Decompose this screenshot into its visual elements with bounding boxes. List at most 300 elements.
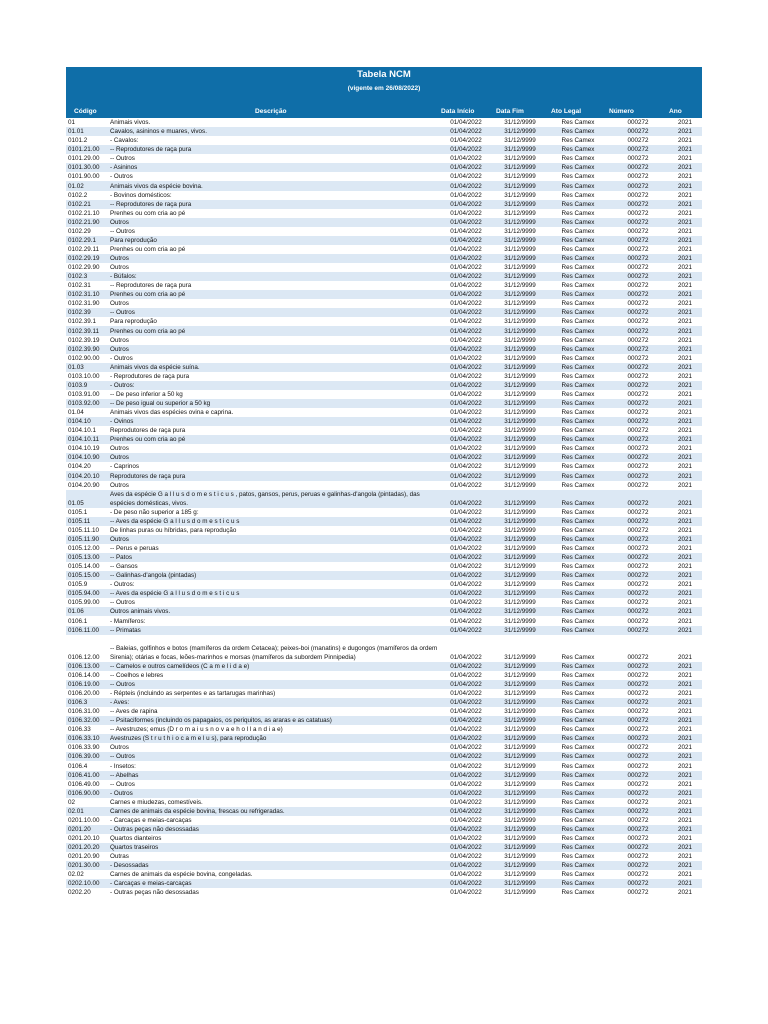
description-cell: - Mamíferos: bbox=[110, 617, 146, 625]
description-cell: - De peso não superior a 185 g: bbox=[110, 508, 199, 516]
description-cell: - Reprodutores de raça pura bbox=[110, 372, 190, 380]
start-date-cell: 01/04/2022 bbox=[450, 409, 482, 417]
number-cell: 000272 bbox=[627, 173, 649, 181]
table-row bbox=[66, 236, 702, 245]
number-cell: 000272 bbox=[608, 363, 668, 372]
number-cell: 000272 bbox=[608, 752, 668, 761]
end-date-cell: 31/12/9999 bbox=[504, 445, 536, 453]
year-cell: 2021 bbox=[677, 508, 692, 516]
number-cell: 000272 bbox=[608, 145, 668, 154]
ncm-code-cell: 0106.39.00 bbox=[66, 752, 108, 761]
description-cell: Outros bbox=[110, 744, 129, 752]
ncm-code-cell: 0105.11 bbox=[66, 517, 108, 526]
end-date-cell: 31/12/9999 bbox=[492, 145, 548, 154]
description-cell: Prenhes ou com cria ao pé bbox=[110, 209, 186, 217]
description-cell: Quartos traseiros bbox=[108, 843, 440, 852]
end-date-cell: 31/12/9999 bbox=[492, 236, 548, 245]
end-date-cell: 31/12/9999 bbox=[492, 381, 548, 390]
legal-act-cell: Res Camex bbox=[561, 708, 595, 716]
end-date-cell: 31/12/9999 bbox=[492, 218, 548, 227]
year-cell: 2021 bbox=[668, 861, 702, 870]
number-cell: 000272 bbox=[608, 843, 668, 852]
end-date-cell: 31/12/9999 bbox=[504, 336, 536, 344]
number-cell: 000272 bbox=[627, 526, 649, 534]
end-date-cell: 31/12/9999 bbox=[504, 708, 536, 716]
ncm-code-cell: 0102.29.19 bbox=[66, 254, 108, 263]
description-cell: Carnes e miudezas, comestíveis. bbox=[110, 798, 203, 806]
year-cell: 2021 bbox=[677, 264, 692, 272]
table-row bbox=[66, 363, 702, 372]
legal-act-cell: Res Camex bbox=[548, 879, 608, 888]
start-date-cell: 01/04/2022 bbox=[440, 163, 492, 172]
number-cell: 000272 bbox=[627, 336, 649, 344]
number-cell: 000272 bbox=[627, 390, 649, 398]
start-date-cell: 01/04/2022 bbox=[450, 318, 482, 326]
ncm-code-cell: 0102.3 bbox=[66, 272, 108, 281]
end-date-cell: 31/12/9999 bbox=[492, 553, 548, 562]
start-date-cell: 01/04/2022 bbox=[450, 526, 482, 534]
legal-act-cell: Res Camex bbox=[548, 698, 608, 707]
ncm-code-cell: 0105.99.00 bbox=[68, 599, 100, 607]
end-date-cell: 31/12/9999 bbox=[504, 617, 536, 625]
end-date-cell: 31/12/9999 bbox=[504, 545, 536, 552]
start-date-cell: 01/04/2022 bbox=[440, 535, 492, 544]
legal-act-cell: Res Camex bbox=[548, 145, 608, 154]
number-cell: 000272 bbox=[627, 463, 649, 471]
number-cell: 000272 bbox=[608, 589, 668, 598]
table-row bbox=[66, 798, 702, 807]
end-date-cell: 31/12/9999 bbox=[504, 653, 536, 661]
table-row bbox=[66, 816, 702, 825]
number-cell: 000272 bbox=[627, 853, 649, 861]
description-cell: -- Perus e peruas bbox=[110, 545, 159, 552]
table-row bbox=[66, 490, 702, 508]
table-row bbox=[66, 517, 702, 526]
year-cell: 2021 bbox=[668, 417, 702, 426]
start-date-cell: 01/04/2022 bbox=[440, 716, 492, 725]
ncm-code-cell: 0101.2 bbox=[68, 137, 88, 145]
ncm-code-cell: 0102.39.90 bbox=[66, 345, 108, 354]
legal-act-cell: Res Camex bbox=[561, 853, 595, 861]
number-cell: 000272 bbox=[608, 607, 668, 616]
number-cell: 000272 bbox=[627, 671, 649, 679]
start-date-cell: 01/04/2022 bbox=[440, 417, 492, 426]
start-date-cell: 01/04/2022 bbox=[450, 798, 482, 806]
start-date-cell: 01/04/2022 bbox=[440, 571, 492, 580]
end-date-cell: 31/12/9999 bbox=[504, 119, 536, 127]
ncm-code-cell: 0101.90.00 bbox=[68, 173, 100, 181]
end-date-cell: 31/12/9999 bbox=[504, 481, 536, 489]
table-row bbox=[66, 381, 702, 390]
end-date-cell: 31/12/9999 bbox=[504, 798, 536, 806]
description-cell: Prenhes ou com cria ao pé bbox=[108, 435, 440, 444]
legal-act-cell: Res Camex bbox=[548, 363, 608, 372]
number-cell: 000272 bbox=[627, 409, 649, 417]
ncm-code-cell: 0102.39.19 bbox=[68, 336, 100, 344]
number-cell: 000272 bbox=[608, 879, 668, 888]
start-date-cell: 01/04/2022 bbox=[450, 119, 482, 127]
legal-act-cell: Res Camex bbox=[548, 272, 608, 281]
table-row bbox=[66, 598, 702, 607]
number-cell: 000272 bbox=[627, 581, 649, 589]
year-cell: 2021 bbox=[677, 155, 692, 163]
number-cell: 000272 bbox=[627, 545, 649, 552]
table-row bbox=[66, 481, 702, 490]
table-row bbox=[66, 716, 702, 725]
ncm-code-cell: 0201.10.00 bbox=[68, 816, 100, 824]
description-cell: -- De peso inferior a 50 kg bbox=[110, 390, 183, 398]
year-cell: 2021 bbox=[677, 853, 692, 861]
end-date-cell: 31/12/9999 bbox=[504, 318, 536, 326]
year-cell: 2021 bbox=[677, 798, 692, 806]
description-cell: -- Outros bbox=[110, 599, 135, 607]
description-cell: -- Outros bbox=[110, 155, 135, 163]
end-date-cell: 31/12/9999 bbox=[504, 282, 536, 290]
table-row bbox=[66, 698, 702, 707]
description-cell: Animais vivos das espécies ovina e caprina. bbox=[110, 409, 234, 417]
legal-act-cell: Res Camex bbox=[548, 535, 608, 544]
table-row bbox=[66, 462, 702, 471]
table-row bbox=[66, 861, 702, 870]
number-cell: 000272 bbox=[608, 417, 668, 426]
description-cell: -- Aves de rapina bbox=[110, 708, 158, 716]
legal-act-cell: Res Camex bbox=[548, 490, 608, 508]
description-cell: -- Abelhas bbox=[108, 771, 440, 780]
legal-act-cell: Res Camex bbox=[548, 254, 608, 263]
legal-act-cell: Res Camex bbox=[548, 200, 608, 209]
number-cell: 000272 bbox=[627, 264, 649, 272]
table-row bbox=[66, 580, 702, 589]
ncm-code-cell: 0105.14.00 bbox=[68, 563, 100, 571]
start-date-cell: 01/04/2022 bbox=[450, 871, 482, 879]
table-row bbox=[66, 444, 702, 453]
ncm-code-cell: 0104.10.90 bbox=[66, 453, 108, 462]
number-cell: 000272 bbox=[608, 326, 668, 335]
year-cell: 2021 bbox=[677, 336, 692, 344]
ncm-code-cell: 0103.91.00 bbox=[68, 390, 100, 398]
number-cell: 000272 bbox=[608, 771, 668, 780]
ncm-code-cell: 01.04 bbox=[68, 409, 84, 417]
year-cell: 2021 bbox=[677, 119, 692, 127]
year-cell: 2021 bbox=[677, 409, 692, 417]
ncm-code-cell: 0106.33.90 bbox=[68, 744, 100, 752]
end-date-cell: 31/12/9999 bbox=[492, 163, 548, 172]
description-cell: - Desossadas bbox=[108, 861, 440, 870]
number-cell: 000272 bbox=[608, 399, 668, 408]
table-row bbox=[66, 553, 702, 562]
end-date-cell: 31/12/9999 bbox=[504, 390, 536, 398]
table-row bbox=[66, 227, 702, 236]
table-row bbox=[66, 453, 702, 462]
year-cell: 2021 bbox=[677, 445, 692, 453]
year-cell: 2021 bbox=[677, 390, 692, 398]
end-date-cell: 31/12/9999 bbox=[504, 173, 536, 181]
year-cell: 2021 bbox=[677, 889, 692, 897]
legal-act-cell: Res Camex bbox=[561, 245, 595, 253]
number-cell: 000272 bbox=[627, 227, 649, 235]
start-date-cell: 01/04/2022 bbox=[450, 853, 482, 861]
end-date-cell: 31/12/9999 bbox=[504, 526, 536, 534]
end-date-cell: 31/12/9999 bbox=[492, 825, 548, 834]
start-date-cell: 01/04/2022 bbox=[450, 599, 482, 607]
table-row bbox=[66, 209, 702, 218]
start-date-cell: 01/04/2022 bbox=[450, 481, 482, 489]
ncm-code-cell: 0102.21.10 bbox=[68, 209, 100, 217]
table-row bbox=[66, 571, 702, 580]
start-date-cell: 01/04/2022 bbox=[450, 354, 482, 362]
description-cell: -- Primatas bbox=[108, 626, 440, 635]
number-cell: 000272 bbox=[608, 381, 668, 390]
table-row bbox=[66, 544, 702, 553]
table-row bbox=[66, 145, 702, 154]
legal-act-cell: Res Camex bbox=[548, 789, 608, 798]
ncm-code-cell: 0102.31.10 bbox=[66, 290, 108, 299]
legal-act-cell: Res Camex bbox=[548, 807, 608, 816]
start-date-cell: 01/04/2022 bbox=[440, 843, 492, 852]
ncm-code-cell: 0105.11.10 bbox=[68, 526, 100, 534]
legal-act-cell: Res Camex bbox=[548, 181, 608, 190]
year-cell: 2021 bbox=[677, 599, 692, 607]
description-cell: - Outras peças não desossadas bbox=[108, 825, 440, 834]
number-cell: 000272 bbox=[627, 653, 649, 661]
description-cell: - Outros bbox=[110, 354, 133, 362]
description-cell: Outros bbox=[108, 254, 440, 263]
legal-act-cell: Res Camex bbox=[548, 607, 608, 616]
start-date-cell: 01/04/2022 bbox=[450, 889, 482, 897]
column-header-codigo: Código bbox=[74, 108, 97, 115]
start-date-cell: 01/04/2022 bbox=[440, 517, 492, 526]
ncm-code-cell: 0101.30.00 bbox=[66, 163, 108, 172]
end-date-cell: 31/12/9999 bbox=[504, 744, 536, 752]
description-cell: Quartos dianteiros bbox=[110, 835, 162, 843]
ncm-code-cell: 01.06 bbox=[66, 607, 108, 616]
year-cell: 2021 bbox=[668, 807, 702, 816]
year-cell: 2021 bbox=[668, 752, 702, 761]
ncm-sheet bbox=[66, 67, 702, 897]
start-date-cell: 01/04/2022 bbox=[440, 680, 492, 689]
ncm-code-cell: 0102.29 bbox=[68, 227, 91, 235]
number-cell: 000272 bbox=[627, 690, 649, 698]
legal-act-cell: Res Camex bbox=[548, 453, 608, 462]
end-date-cell: 31/12/9999 bbox=[492, 589, 548, 598]
legal-act-cell: Res Camex bbox=[561, 209, 595, 217]
number-cell: 000272 bbox=[627, 427, 649, 435]
ncm-code-cell: 0105.15.00 bbox=[66, 571, 108, 580]
start-date-cell: 01/04/2022 bbox=[450, 563, 482, 571]
legal-act-cell: Res Camex bbox=[561, 599, 595, 607]
ncm-code-cell: 0106.49.00 bbox=[68, 780, 100, 788]
legal-act-cell: Res Camex bbox=[561, 563, 595, 571]
table-row bbox=[66, 154, 702, 163]
number-cell: 000272 bbox=[627, 835, 649, 843]
ncm-code-cell: 02.02 bbox=[68, 871, 84, 879]
number-cell: 000272 bbox=[608, 490, 668, 508]
end-date-cell: 31/12/9999 bbox=[492, 807, 548, 816]
end-date-cell: 31/12/9999 bbox=[492, 662, 548, 671]
start-date-cell: 01/04/2022 bbox=[450, 508, 482, 516]
number-cell: 000272 bbox=[608, 734, 668, 743]
description-cell: Outras bbox=[110, 853, 129, 861]
start-date-cell: 01/04/2022 bbox=[450, 581, 482, 589]
end-date-cell: 31/12/9999 bbox=[492, 345, 548, 354]
ncm-code-cell: 0102.29.1 bbox=[66, 236, 108, 245]
start-date-cell: 01/04/2022 bbox=[440, 272, 492, 281]
description-cell: Carnes de animais da espécie bovina, frescas ou refrigeradas. bbox=[108, 807, 440, 816]
table-row bbox=[66, 471, 702, 480]
start-date-cell: 01/04/2022 bbox=[450, 762, 482, 770]
year-cell: 2021 bbox=[668, 254, 702, 263]
start-date-cell: 01/04/2022 bbox=[450, 653, 482, 661]
number-cell: 000272 bbox=[627, 282, 649, 290]
ncm-table-body bbox=[66, 118, 702, 897]
end-date-cell: 31/12/9999 bbox=[492, 254, 548, 263]
column-header-row bbox=[66, 107, 702, 116]
description-cell: -- Coelhos e lebres bbox=[110, 671, 164, 679]
legal-act-cell: Res Camex bbox=[548, 589, 608, 598]
end-date-cell: 31/12/9999 bbox=[492, 272, 548, 281]
year-cell: 2021 bbox=[668, 453, 702, 462]
description-cell: -- Reprodutores de raça pura bbox=[108, 145, 440, 154]
year-cell: 2021 bbox=[668, 490, 702, 508]
legal-act-cell: Res Camex bbox=[561, 545, 595, 552]
table-row bbox=[66, 780, 702, 789]
start-date-cell: 01/04/2022 bbox=[440, 254, 492, 263]
ncm-code-cell: 0106.33 bbox=[68, 726, 91, 734]
description-cell: -- Gansos bbox=[110, 563, 138, 571]
legal-act-cell: Res Camex bbox=[548, 290, 608, 299]
legal-act-cell: Res Camex bbox=[561, 336, 595, 344]
ncm-code-cell: 0106.33.10 bbox=[66, 734, 108, 743]
year-cell: 2021 bbox=[668, 825, 702, 834]
start-date-cell: 01/04/2022 bbox=[450, 372, 482, 380]
start-date-cell: 01/04/2022 bbox=[440, 345, 492, 354]
ncm-code-cell: 0101.21.00 bbox=[66, 145, 108, 154]
table-row bbox=[66, 281, 702, 290]
start-date-cell: 01/04/2022 bbox=[440, 825, 492, 834]
legal-act-cell: Res Camex bbox=[548, 127, 608, 136]
legal-act-cell: Res Camex bbox=[561, 427, 595, 435]
year-cell: 2021 bbox=[668, 218, 702, 227]
ncm-code-cell: 0106.1 bbox=[68, 617, 88, 625]
ncm-code-cell: 0105.94.00 bbox=[66, 589, 108, 598]
number-cell: 000272 bbox=[627, 445, 649, 453]
year-cell: 2021 bbox=[668, 789, 702, 798]
ncm-code-cell: 0102.21.90 bbox=[66, 218, 108, 227]
legal-act-cell: Res Camex bbox=[561, 372, 595, 380]
year-cell: 2021 bbox=[677, 671, 692, 679]
table-row bbox=[66, 626, 702, 635]
year-cell: 2021 bbox=[677, 871, 692, 879]
table-row bbox=[66, 671, 702, 680]
ncm-code-cell: 0102.39.1 bbox=[68, 318, 97, 326]
start-date-cell: 01/04/2022 bbox=[450, 780, 482, 788]
table-row bbox=[66, 200, 702, 209]
end-date-cell: 31/12/9999 bbox=[492, 716, 548, 725]
description-cell: -- Outros bbox=[108, 308, 440, 317]
ncm-code-cell: 0102.31 bbox=[68, 282, 91, 290]
description-cell: - Outros: bbox=[108, 381, 440, 390]
start-date-cell: 01/04/2022 bbox=[450, 835, 482, 843]
end-date-cell: 31/12/9999 bbox=[504, 581, 536, 589]
start-date-cell: 01/04/2022 bbox=[440, 218, 492, 227]
description-cell: - Ovinos bbox=[108, 417, 440, 426]
table-row bbox=[66, 743, 702, 752]
legal-act-cell: Res Camex bbox=[548, 381, 608, 390]
table-row bbox=[66, 535, 702, 544]
start-date-cell: 01/04/2022 bbox=[450, 390, 482, 398]
legal-act-cell: Res Camex bbox=[548, 417, 608, 426]
description-cell: Prenhes ou com cria ao pé bbox=[108, 326, 440, 335]
description-cell: - Bovinos domésticos: bbox=[110, 191, 172, 199]
number-cell: 000272 bbox=[608, 308, 668, 317]
ncm-code-cell: 01.01 bbox=[66, 127, 108, 136]
year-cell: 2021 bbox=[677, 245, 692, 253]
table-row bbox=[66, 354, 702, 363]
ncm-code-cell: 0106.11.00 bbox=[66, 626, 108, 635]
end-date-cell: 31/12/9999 bbox=[492, 326, 548, 335]
end-date-cell: 31/12/9999 bbox=[492, 399, 548, 408]
description-cell: - Carcaças e meias-carcaças bbox=[110, 816, 192, 824]
column-header-ano: Ano bbox=[669, 108, 682, 115]
start-date-cell: 01/04/2022 bbox=[440, 326, 492, 335]
table-row bbox=[66, 317, 702, 326]
legal-act-cell: Res Camex bbox=[561, 300, 595, 308]
start-date-cell: 01/04/2022 bbox=[450, 816, 482, 824]
year-cell: 2021 bbox=[668, 517, 702, 526]
description-cell: Reprodutores de raça pura bbox=[110, 427, 186, 435]
description-cell: -- Aves da espécie G a l l u s d o m e s t i c u s bbox=[108, 517, 440, 526]
end-date-cell: 31/12/9999 bbox=[504, 300, 536, 308]
column-header-data-inicio: Data Início bbox=[441, 108, 475, 115]
number-cell: 000272 bbox=[627, 119, 649, 127]
description-cell: -- Galinhas-d'angola (pintadas) bbox=[108, 571, 440, 580]
table-row bbox=[66, 336, 702, 345]
ncm-code-cell: 01.03 bbox=[66, 363, 108, 372]
ncm-code-cell: 0106.41.00 bbox=[66, 771, 108, 780]
start-date-cell: 01/04/2022 bbox=[440, 236, 492, 245]
legal-act-cell: Res Camex bbox=[548, 553, 608, 562]
start-date-cell: 01/04/2022 bbox=[450, 300, 482, 308]
table-row bbox=[66, 372, 702, 381]
number-cell: 000272 bbox=[627, 599, 649, 607]
legal-act-cell: Res Camex bbox=[561, 726, 595, 734]
ncm-code-cell: 01.05 bbox=[66, 490, 108, 508]
legal-act-cell: Res Camex bbox=[548, 435, 608, 444]
description-cell: Cavalos, asininos e muares, vivos. bbox=[108, 127, 440, 136]
number-cell: 000272 bbox=[627, 245, 649, 253]
start-date-cell: 01/04/2022 bbox=[440, 200, 492, 209]
table-row bbox=[66, 308, 702, 317]
number-cell: 000272 bbox=[608, 535, 668, 544]
start-date-cell: 01/04/2022 bbox=[440, 127, 492, 136]
table-row bbox=[66, 435, 702, 444]
description-cell: Outros bbox=[108, 218, 440, 227]
legal-act-cell: Res Camex bbox=[561, 173, 595, 181]
ncm-code-cell: 0202.20 bbox=[68, 889, 91, 897]
number-cell: 000272 bbox=[608, 254, 668, 263]
legal-act-cell: Res Camex bbox=[548, 471, 608, 480]
ncm-code-cell: 0105.13.00 bbox=[66, 553, 108, 562]
year-cell: 2021 bbox=[668, 236, 702, 245]
end-date-cell: 31/12/9999 bbox=[492, 861, 548, 870]
number-cell: 000272 bbox=[608, 698, 668, 707]
number-cell: 000272 bbox=[608, 571, 668, 580]
legal-act-cell: Res Camex bbox=[561, 762, 595, 770]
table-row bbox=[66, 390, 702, 399]
number-cell: 000272 bbox=[608, 290, 668, 299]
ncm-code-cell: 01 bbox=[68, 119, 76, 127]
ncm-code-cell: 0104.10 bbox=[66, 417, 108, 426]
